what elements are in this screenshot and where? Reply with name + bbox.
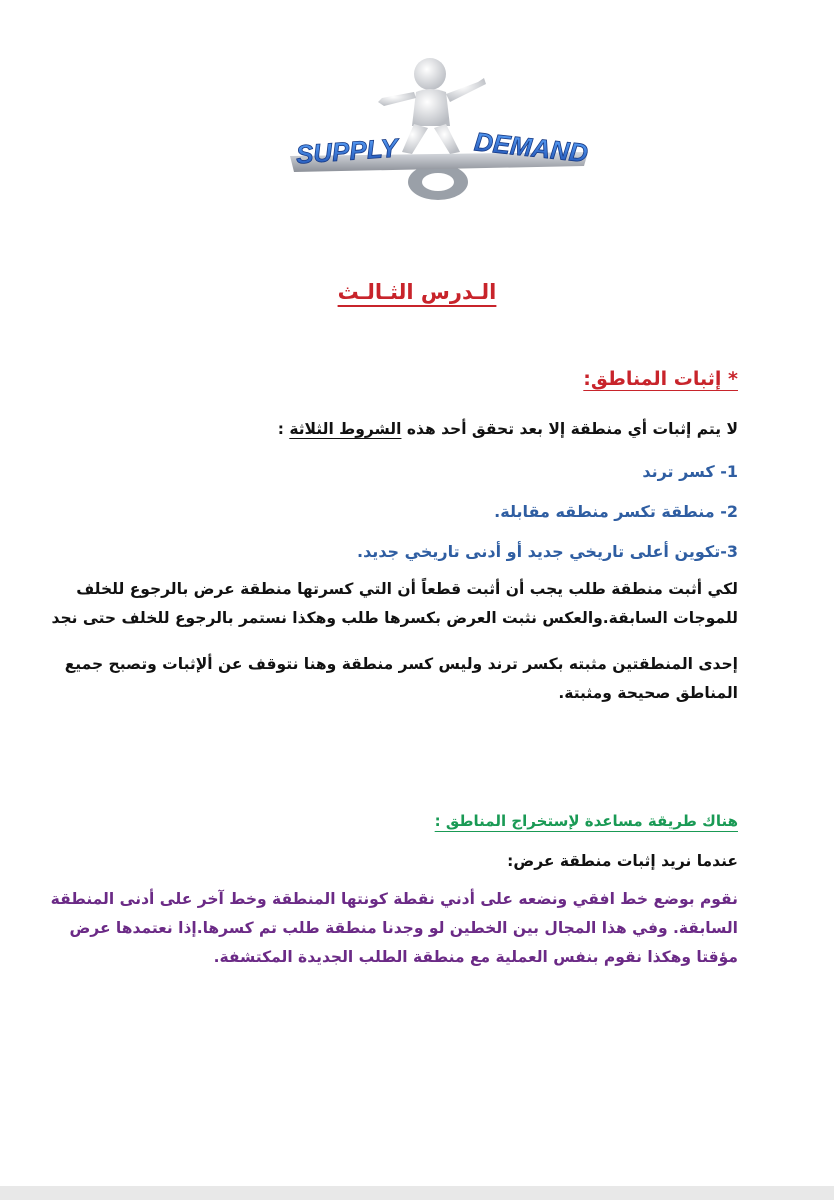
conditions-intro	[90, 420, 738, 438]
supply-word: SUPPLY	[294, 132, 399, 170]
helper-method-heading: هناك طريقة مساعدة لإستخراج المناطق :	[434, 812, 738, 830]
intro-text: لا يتم إثبات أي منطقة إلا بعد تحقق أحد هذه	[401, 420, 738, 438]
paragraph-line: نقوم بوضع خط افقي ونضعه على أدني نقطة كونتها المنطقة وخط آخر على أدنى المنطقة	[50, 890, 738, 908]
page-bottom-edge	[0, 1186, 834, 1200]
intro-end: :	[277, 420, 290, 438]
supply-zone-subheading: عندما نريد إثبات منطقة عرض:	[507, 852, 738, 870]
demand-word: DEMAND	[472, 126, 590, 169]
paragraph-line: للموجات السابقة.والعكس نثبت العرض بكسرها طلب وهكذا نستمر بالرجوع للخلف حتى نجد	[51, 609, 738, 627]
paragraph-line: السابقة. وفي هذا المجال بين الخطين لو وجدنا منطقة طلب تم كسرها.إذا نعتمدها عرض	[69, 919, 738, 937]
paragraph-line: المناطق صحيحة ومثبتة.	[558, 684, 738, 702]
intro-underlined: الشروط الثلاثة	[289, 420, 402, 438]
supply-demand-logo	[278, 48, 600, 218]
condition-item: 2- منطقة تكسر منطقه مقابلة.	[494, 502, 738, 521]
lesson-title: الـدرس الثـالـث	[337, 280, 497, 304]
paragraph-line: مؤقتا وهكذا نقوم بنفس العملية مع منطقة الطلب الجديدة المكتشفة.	[213, 948, 738, 966]
condition-item: 1- كسر ترند	[642, 462, 738, 481]
paragraph-line: لكي أثبت منطقة طلب يجب أن أثبت قطعاً أن التي كسرتها منطقة عرض بالرجوع للخلف	[76, 580, 738, 598]
section-heading-zones: * إثبات المناطق:	[583, 368, 738, 390]
condition-item: 3-تكوين أعلى تاريخي جديد أو أدنى تاريخي جديد.	[356, 542, 738, 561]
paragraph-line: إحدى المنطقتين مثبته بكسر ترند وليس كسر منطقة وهنا نتوقف عن ألإثبات وتصبح جميع	[64, 655, 738, 673]
